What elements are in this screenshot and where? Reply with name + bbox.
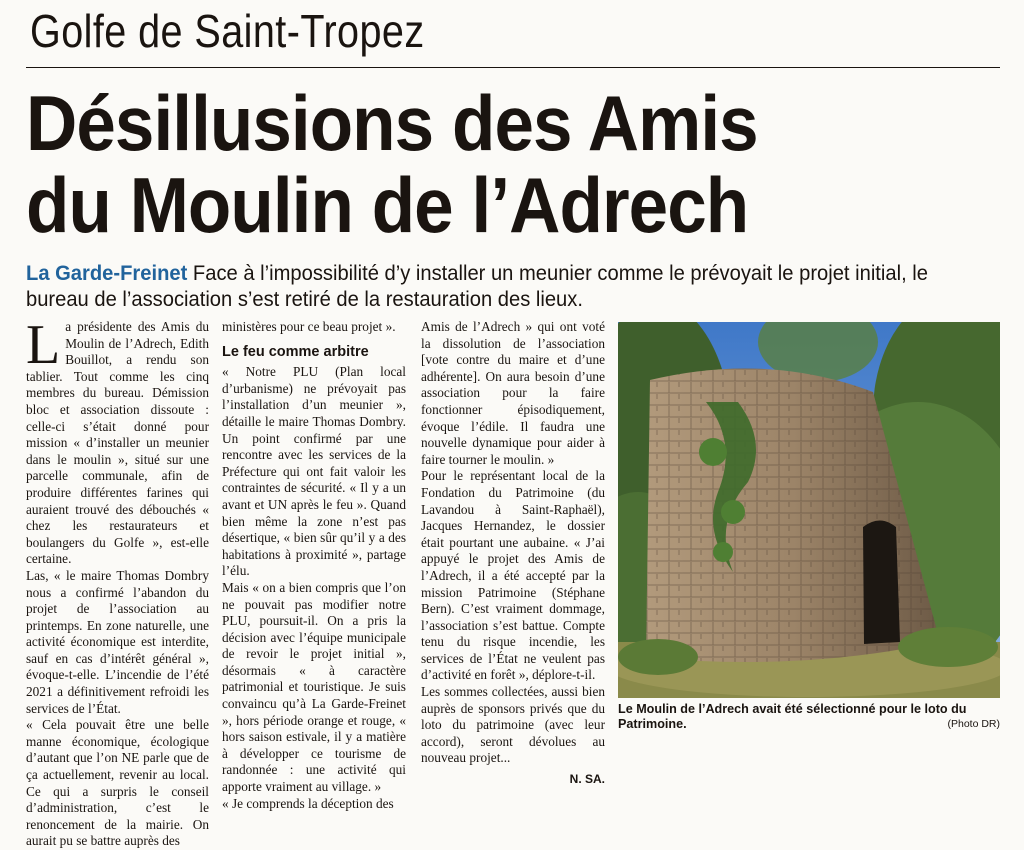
article-column-2 — [222, 319, 406, 812]
byline: N. SA. — [569, 772, 605, 787]
headline — [26, 79, 758, 249]
paragraph: « Notre PLU (Plan local d’urbanisme) ne prévoyait pas l’installation d’un meunier », détaille le maire Thomas Dombry. Un point confirmé par une rencontre avec les services de la Préfecture qui ont fait valoir les contraintes de sécurité. « Il y a un avant et UN après le feu ». Quand bien même la zone n’est pas désertique, « bien sûr qu’il y a des habitations à proximité », partage l’élu. — [222, 364, 406, 579]
article-column-1 — [26, 314, 209, 850]
paragraph: ministères pour ce beau projet ». — [222, 319, 396, 334]
subheading: Le feu comme arbitre — [222, 343, 369, 360]
article-column-3 — [421, 319, 605, 788]
mill-photo — [618, 322, 1000, 698]
paragraph: Amis de l’Adrech » qui ont voté la dissolution de l’association [vote contre du maire et d’une adhérente]. On aura besoin d’une association pour la faire fonctionner épisodiquement, évoque l’édile. Il faudra une nouvelle dynamique pour aider à faire tourner le moulin. » — [421, 319, 605, 467]
drop-cap: L — [26, 314, 61, 376]
headline-line-2: du Moulin de l’Adrech — [26, 161, 749, 249]
paragraph: « Je comprends la déception des — [222, 795, 394, 811]
paragraph: Les sommes collectées, aussi bien auprès de sponsors privés que du loto du patrimoine (avec leur accord), seront dévolues au nouveau projet... — [421, 684, 605, 766]
photo-caption: Le Moulin de l’Adrech avait été sélectionné pour le loto du Patrimoine. — [618, 702, 967, 731]
paragraph: Mais « on a bien compris que l’on ne pouvait pas modifier notre PLU, poursuit-il. On a pris la décision avec l’équipe municipale de revoir le projet initial », désormais « à caractère patrimonial et touristique. Je suis convaincu qu’à La Garde-Freinet », hors période orange et rouge, « hors saison estivale, il y a matière à développer ce tourisme de randonnée : une activité qui apporte vraiment au village. » — [222, 579, 406, 795]
paragraph: Pour le représentant local de la Fondation du Patrimoine (du Lavandou à Saint-Raphaël), Jacques Hernandez, le dossier était pourtant une aubaine. « J’ai appuyé le projet des Amis de l’Adrech, il a été accepté par la mission Patrimoine (Stéphane Bern). C’est vraiment dommage, l’association s’est battue. Compte tenu du risque incendie, les services de l’État ne veulent pas d’activité en forêt », déplore-t-il. — [421, 468, 605, 683]
headline-line-1: Désillusions des Amis — [26, 79, 758, 167]
dateline-place: La Garde-Freinet — [26, 262, 188, 285]
stone-mill-illustration — [618, 322, 1000, 698]
photo-credit: (Photo DR) — [947, 718, 1000, 730]
section-rule — [26, 67, 1000, 68]
standfirst-text: Face à l’impossibilité d’y installer un meunier comme le prévoyait le projet initial, le bureau de l’association s’est retiré de la restauration des lieux. — [26, 262, 928, 311]
paragraph: Las, « le maire Thomas Dombry nous a confirmé l’abandon du projet de l’association au printemps. En zone naturelle, une activité économique est interdite, sauf en cas d’intérêt général », évoque-t-elle. L’incendie de l’été 2021 a définitivement refroidi les services de l’État. — [26, 567, 209, 716]
paragraph: « Cela pouvait être une belle manne économique, écologique d’autant que l’on NE parle que de ça actuellement, revenir au local. Ce qui a surpris le conseil d’administration, c’est le renoncement de la mairie. On aurait pu se battre auprès des — [26, 717, 209, 849]
paragraph: a présidente des Amis du Moulin de l’Adrech, Edith Bouillot, a rendu son tablier. Tout comme les cinq membres du bureau. Démission bloc et association dissoute : celle-ci s’était donné pour mission « d’installer un meunier dans le moulin », situé sur une parcelle communale, afin de produire différentes farines qui auraient trouvé des débouchés « chez les restaurateurs et boulangers du Golfe », est-elle certaine. — [26, 319, 209, 567]
standfirst — [26, 261, 976, 313]
section-rubric: Golfe de Saint-Tropez — [30, 5, 425, 57]
